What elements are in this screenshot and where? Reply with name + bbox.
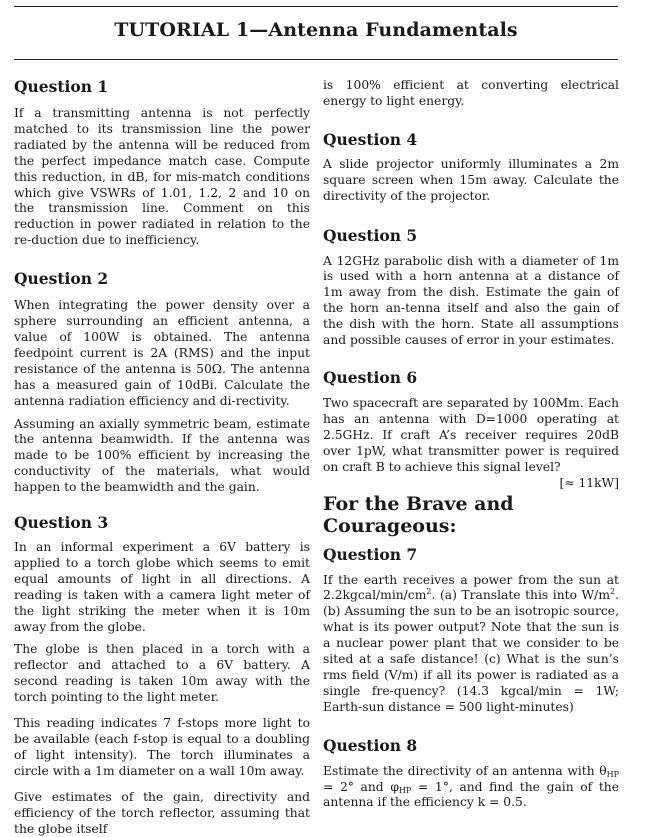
question-7-part-1: If the earth receives a power from the sun at 2.2kgcal/min/cm [323,572,619,603]
superscript: 2 [609,587,616,597]
question-7-text [323,573,619,716]
question-5-heading: Question 5 [323,225,418,245]
question-7-part-2: . (a) Translate this into W/m [431,588,610,603]
question-8-part-1: Estimate the directivity of an antenna with θ [323,763,607,778]
question-2-text-2: Assuming an axially symmetric beam, estimate the antenna beamwidth. If the antenna was made to be 100% efficient by increasing the conductivity of the materials, what would happen to the beamwidth and the gain. [14,416,310,495]
question-3-heading: Question 3 [14,513,109,533]
brave-section-heading: For the Brave and Courageous: [323,492,514,537]
question-8-text [323,764,619,812]
question-4-text: A slide projector uniformly illuminates a 2m square screen when 15m away. Calculate the directivity of the projector. [323,156,619,203]
right-column [323,78,619,811]
question-5-text: A 12GHz parabolic dish with a diameter of 1m is used with a horn antenna at a distance of 1m away from the dish. Estimate the gain of the horn an-tenna itself and also the gain of the dish with the horn. State all assumptions and possible causes of error in your estimates. [323,253,619,348]
superscript: 2 [426,587,432,597]
subscript-hp: HP [398,785,412,795]
question-1-text: If a transmitting antenna is not perfectly matched to its transmission line the power radiated by the antenna will be reduced from the perfect impedance match case. Compute this reduction, in dB, for mis-match conditions which give VSWRs of 1.01, 1.2, 2 and 10 on the transmission line. Comment on this reduction in power radiated in relation to the re-duction due to inefficiency. [14,106,310,248]
page-title: TUTORIAL 1—Antenna Fundamentals [114,19,518,41]
question-8-part-3: = 1°, and find the gain of the antenna if the efficiency k = 0.5. [323,779,619,810]
subscript-hp: HP [606,769,619,779]
question-2-text: When integrating the power density over a sphere surrounding an efficient antenna, a value of 100W is obtained. The antenna feedpoint current is 2A (RMS) and the input resistance of the antenna is 50Ω. The antenna has a measured gain of 10dBi. Calculate the antenna radiation efficiency and di-rectivity. [14,298,310,408]
question-7-heading: Question 7 [323,544,418,564]
question-8-part-2: = 2° and φ [323,779,399,794]
question-6-heading: Question 6 [323,367,418,387]
question-3-text-3: This reading indicates 7 f-stops more light to be available (each f-stop is equal to a doubling of light intensity). The torch illuminates a circle with a 1m diameter on a wall 10m away. [14,716,310,778]
left-column [14,78,310,837]
question-1-heading: Question 1 [14,77,109,96]
title-rule [14,59,618,60]
question-6-text [323,395,619,490]
top-rule [14,6,618,7]
question-7-part-3: . (b) Assuming the sun to be an isotropic source, what is its power output? Note that the sun is a nuclear power plant that we consider to be sited at a safe distance! (c) What is the sun’s rms field (V/m) if all its power is radiated as a single fre-quency? (14.3 kgcal/min = 1W; Earth-sun distance = 500 light-minutes) [323,588,619,714]
question-8-heading: Question 8 [323,735,418,755]
question-3-text-4: Give estimates of the gain, directivity and efficiency of the torch reflector, assuming that the globe itself [14,789,310,836]
question-6-body: Two spacecraft are separated by 100Mm. Each has an antenna with D=1000 operating at 2.5GHz. If craft A’s receiver requires 20dB over 1pW, what transmitter power is required on craft B to achieve this signal level? [323,395,619,474]
question-3-text-continued: is 100% efficient at converting electrical energy to light energy. [323,78,619,108]
question-3-text-2: The globe is then placed in a torch with a reflector and attached to a 6V battery. A second reading is taken 10m away with the torch pointing to the light meter. [14,642,310,705]
question-3-text: In an informal experiment a 6V battery is applied to a torch globe which seems to emit equal amounts of light in all directions. A reading is taken with a camera light meter of the light striking the meter when it is 10m away from the globe. [14,540,310,634]
question-6-answer: [≈ 11kW] [559,475,619,490]
question-4-heading: Question 4 [323,129,418,149]
question-2-heading: Question 2 [14,269,109,289]
